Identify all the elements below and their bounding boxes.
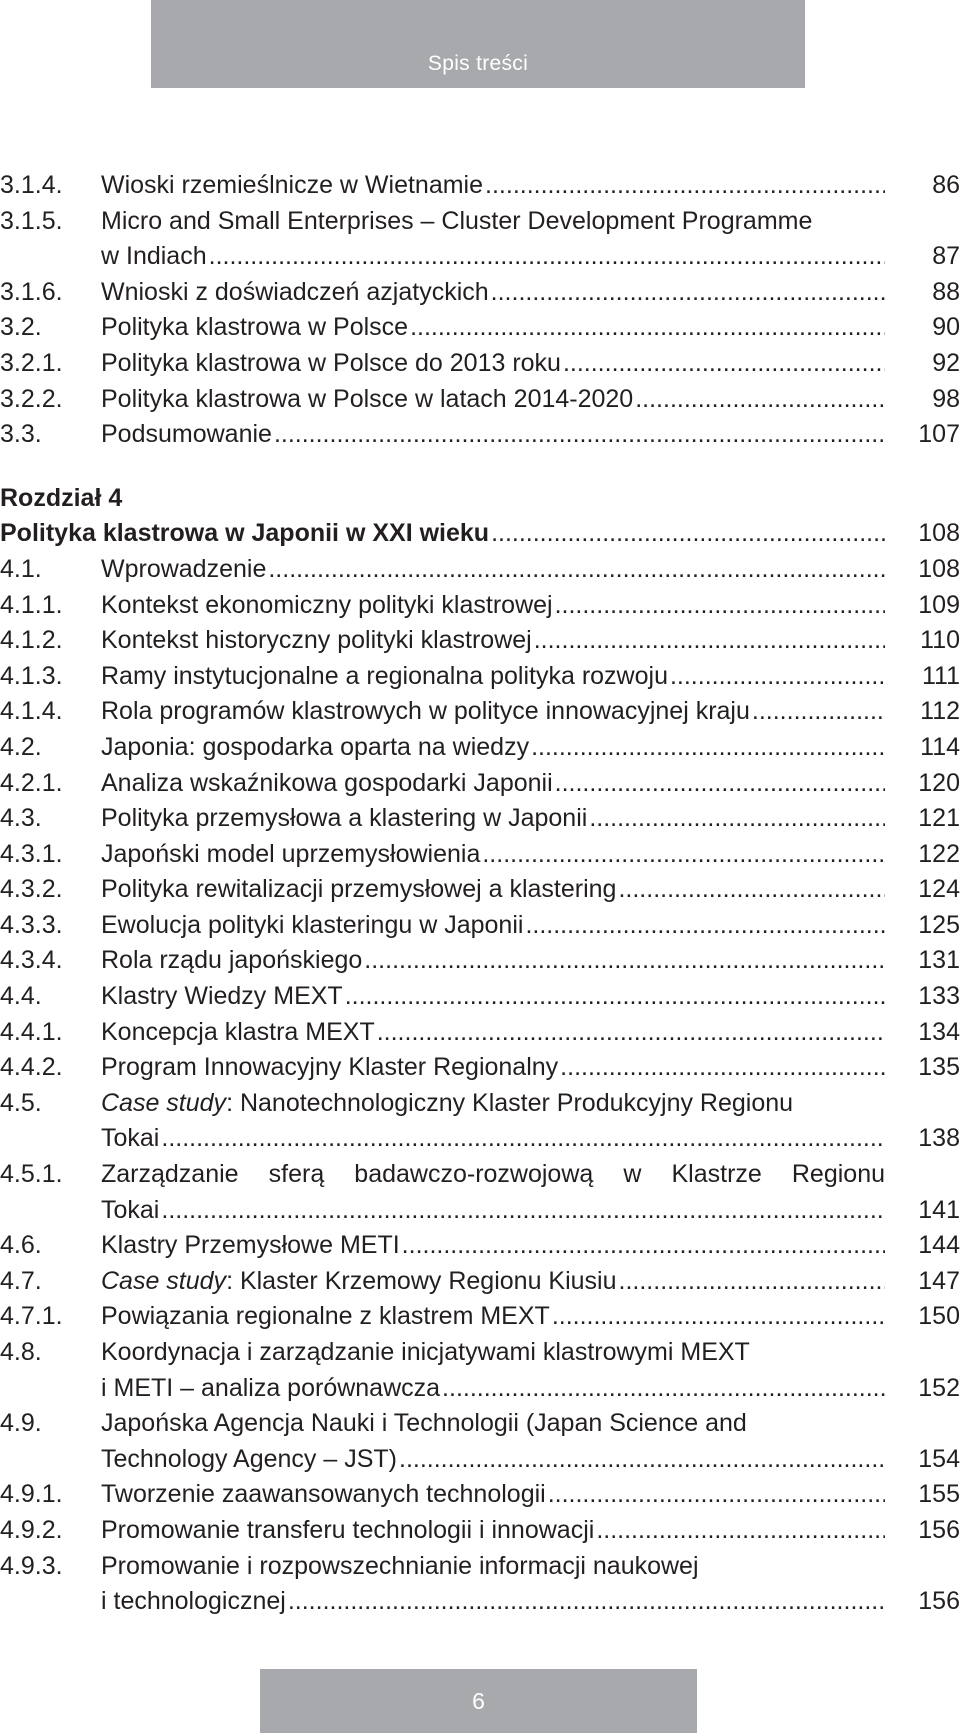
leader-dots xyxy=(560,1050,885,1086)
leader-dots xyxy=(482,837,885,873)
leader-dots xyxy=(635,382,885,418)
leader-dots xyxy=(619,1264,885,1300)
toc-entry-number: 4.1. xyxy=(0,554,42,583)
toc-entry-title: Ramy instytucjonalne a regionalna polityka rozwoju xyxy=(101,661,668,690)
toc-entry-number: 4.3. xyxy=(0,804,42,833)
toc-entry-title-line: Japońska Agencja Nauki i Technologii (Japan Science and xyxy=(101,1409,747,1438)
toc-entry xyxy=(0,1157,960,1228)
toc-entry-number: 3.2.2. xyxy=(0,384,63,413)
toc-entry-title-line: Promowanie i rozpowszechnianie informacji naukowej xyxy=(101,1551,699,1580)
leader-dots xyxy=(752,694,885,730)
toc-entry-number: 4.9.2. xyxy=(0,1515,63,1544)
toc-entry-number: 3.2.1. xyxy=(0,348,63,377)
leader-dots xyxy=(161,1121,885,1157)
toc-entry-title: w Indiach xyxy=(101,242,207,271)
toc-entry-page: 152 xyxy=(918,1373,960,1402)
toc-entry xyxy=(0,168,960,204)
toc-entry xyxy=(0,1406,960,1477)
toc-entry xyxy=(0,872,960,908)
header-bar xyxy=(151,0,805,88)
table-of-contents xyxy=(0,168,960,1620)
toc-entry-page: 107 xyxy=(918,420,960,449)
toc-entry-number: 4.5.1. xyxy=(0,1160,63,1189)
toc-entry-title: Kontekst ekonomiczny polityki klastrowej xyxy=(101,590,553,619)
toc-entry-page: 131 xyxy=(918,946,960,975)
toc-entry-page: 150 xyxy=(918,1302,960,1331)
leader-dots xyxy=(531,730,885,766)
toc-entry-title-line: Koordynacja i zarządzanie inicjatywami klastrowymi MEXT xyxy=(101,1338,750,1366)
leader-dots xyxy=(442,1371,885,1407)
toc-entry-number: 4.1.2. xyxy=(0,626,63,655)
toc-entry xyxy=(0,766,960,802)
toc-entry xyxy=(0,694,960,730)
toc-entry-number: 4.9. xyxy=(0,1409,42,1438)
leader-dots xyxy=(534,623,885,659)
toc-entry-number: 4.6. xyxy=(0,1231,42,1260)
toc-entry-title: Koncepcja klastra MEXT xyxy=(101,1017,375,1046)
toc-entry-number: 4.3.2. xyxy=(0,875,63,904)
toc-entry-title: Kontekst historyczny polityki klastrowej xyxy=(101,626,532,655)
toc-entry xyxy=(0,588,960,624)
toc-entry-number: 4.9.1. xyxy=(0,1480,63,1509)
toc-entry-number: 4.1.3. xyxy=(0,661,63,690)
toc-entry-page: 88 xyxy=(932,277,960,306)
toc-entry-page: 155 xyxy=(918,1480,960,1509)
toc-entry-title: Wioski rzemieślnicze w Wietnamie xyxy=(101,171,484,199)
toc-entry-title: Podsumowanie xyxy=(101,420,272,449)
leader-dots xyxy=(209,239,885,275)
toc-entry-number: 4.3.1. xyxy=(0,839,63,868)
toc-entry-title: Wprowadzenie xyxy=(101,554,267,583)
toc-entry-page: 122 xyxy=(918,839,960,868)
leader-dots xyxy=(555,766,885,802)
leader-dots xyxy=(491,516,885,552)
toc-entry-number: 4.9.3. xyxy=(0,1551,63,1580)
toc-entry-number: 3.1.5. xyxy=(0,206,63,235)
toc-entry-title: Rola rządu japońskiego xyxy=(101,946,363,975)
toc-entry xyxy=(0,552,960,588)
toc-entry-number: 4.8. xyxy=(0,1338,42,1366)
toc-entry xyxy=(0,1513,960,1549)
toc-entry-number: 4.2. xyxy=(0,732,42,761)
toc-entry xyxy=(0,346,960,382)
toc-entry xyxy=(0,1050,960,1086)
toc-entry-page: 133 xyxy=(918,982,960,1011)
toc-entry-number: 4.3.3. xyxy=(0,910,63,939)
toc-entry xyxy=(0,623,960,659)
toc-entry-number: 4.1.4. xyxy=(0,697,63,726)
toc-entry xyxy=(0,275,960,311)
toc-entry-number: 3.1.4. xyxy=(0,171,63,199)
leader-dots xyxy=(345,979,885,1015)
case-study-label: Case study xyxy=(101,1088,227,1117)
leader-dots xyxy=(589,801,885,837)
leader-dots xyxy=(288,1584,885,1620)
toc-entry-page: 134 xyxy=(918,1017,960,1046)
toc-entry-page: 108 xyxy=(918,554,960,583)
leader-dots xyxy=(377,1015,885,1051)
toc-entry-title: i technologicznej xyxy=(101,1587,286,1616)
toc-entry-number: 4.2.1. xyxy=(0,768,63,797)
toc-entry-title: Promowanie transferu technologii i innowacji xyxy=(101,1515,595,1544)
chapter-title-entry xyxy=(0,516,960,552)
toc-entry-number: 3.3. xyxy=(0,420,42,449)
toc-entry-page: 110 xyxy=(920,626,960,655)
toc-entry-page: 135 xyxy=(918,1053,960,1082)
toc-entry-number: 4.5. xyxy=(0,1088,42,1117)
toc-entry-page: 112 xyxy=(920,697,960,726)
toc-entry xyxy=(0,837,960,873)
leader-dots xyxy=(596,1513,885,1549)
toc-entry xyxy=(0,979,960,1015)
leader-dots xyxy=(364,943,885,979)
toc-entry-page: 156 xyxy=(918,1587,960,1616)
toc-entry-page: 87 xyxy=(932,242,960,271)
leader-dots xyxy=(552,1299,885,1335)
leader-dots xyxy=(399,1442,885,1478)
leader-dots xyxy=(268,552,885,588)
toc-entry-number: 4.4.2. xyxy=(0,1053,63,1082)
toc-entry-title: Polityka klastrowa w Polsce do 2013 roku xyxy=(101,348,561,377)
toc-entry-page: 156 xyxy=(918,1515,960,1544)
leader-dots xyxy=(491,275,885,311)
toc-entry xyxy=(0,204,960,275)
toc-entry-title: Analiza wskaźnikowa gospodarki Japonii xyxy=(101,768,553,797)
leader-dots xyxy=(402,1228,885,1264)
toc-entry xyxy=(0,417,960,453)
leader-dots xyxy=(525,908,885,944)
toc-entry-title: Japonia: gospodarka oparta na wiedzy xyxy=(101,732,530,761)
toc-entry-page: 92 xyxy=(932,348,960,377)
toc-entry xyxy=(0,1299,960,1335)
toc-entry xyxy=(0,1477,960,1513)
chapter-label: Rozdział 4 xyxy=(0,483,123,512)
case-study-label: Case study xyxy=(101,1266,227,1295)
toc-entry-title: Tokai xyxy=(101,1124,160,1153)
toc-entry-title: Japoński model uprzemysłowienia xyxy=(101,839,481,868)
toc-entry-title: Polityka klastrowa w Polsce xyxy=(101,313,409,342)
toc-entry-title: Polityka klastrowa w Polsce w latach 2014-2020 xyxy=(101,384,634,413)
toc-entry xyxy=(0,1228,960,1264)
chapter-title: Polityka klastrowa w Japonii w XXI wieku xyxy=(0,519,490,548)
toc-entry-page: 147 xyxy=(918,1266,960,1295)
toc-entry-number: 4.4.1. xyxy=(0,1017,63,1046)
toc-entry xyxy=(0,659,960,695)
toc-entry-title: Polityka przemysłowa a klastering w Japonii xyxy=(101,804,588,833)
toc-entry-page: 111 xyxy=(921,661,960,690)
toc-entry-page: 98 xyxy=(932,384,960,413)
toc-entry xyxy=(0,908,960,944)
page-number: 6 xyxy=(472,1687,485,1714)
toc-entry xyxy=(0,1086,960,1157)
toc-entry-page: 120 xyxy=(918,768,960,797)
footer-bar xyxy=(260,1669,697,1733)
toc-entry-page: 154 xyxy=(918,1444,960,1473)
toc-entry-title: Technology Agency – JST) xyxy=(101,1444,397,1473)
toc-entry xyxy=(0,730,960,766)
toc-entry-page: 138 xyxy=(918,1124,960,1153)
toc-entry-title: Case study: Klaster Krzemowy Regionu Kiusiu xyxy=(101,1266,617,1295)
toc-entry-page: 114 xyxy=(920,732,960,761)
toc-entry xyxy=(0,310,960,346)
toc-entry-page: 124 xyxy=(918,875,960,904)
leader-dots xyxy=(618,872,885,908)
toc-entry-number: 4.3.4. xyxy=(0,946,63,975)
toc-entry-page: 90 xyxy=(932,313,960,342)
toc-entry-page: 86 xyxy=(932,171,960,199)
toc-entry-title: Ewolucja polityki klasteringu w Japonii xyxy=(101,910,524,939)
toc-entry-number: 4.4. xyxy=(0,982,42,1011)
toc-entry-number: 4.7. xyxy=(0,1266,42,1295)
toc-entry-page: 109 xyxy=(918,590,960,619)
toc-entry-title: Wnioski z doświadczeń azjatyckich xyxy=(101,277,489,306)
leader-dots xyxy=(274,417,885,453)
leader-dots xyxy=(563,346,885,382)
toc-entry-title-line: Zarządzanie sferą badawczo-rozwojową w Klastrze Regionu xyxy=(101,1160,885,1189)
toc-entry xyxy=(0,1264,960,1300)
toc-entry-title: Program Innowacyjny Klaster Regionalny xyxy=(101,1053,559,1082)
toc-entry-title: i METI – analiza porównawcza xyxy=(101,1373,441,1402)
leader-dots xyxy=(670,659,885,695)
toc-entry xyxy=(0,382,960,418)
toc-entry-title: Polityka rewitalizacji przemysłowej a klastering xyxy=(101,875,617,904)
chapter-page: 108 xyxy=(918,519,960,548)
header-title: Spis treści xyxy=(427,52,529,75)
toc-entry xyxy=(0,801,960,837)
toc-entry-number: 4.7.1. xyxy=(0,1302,63,1331)
leader-dots xyxy=(410,310,885,346)
toc-entry-title-line: Micro and Small Enterprises – Cluster Development Programme xyxy=(101,206,813,235)
toc-entry-number: 3.2. xyxy=(0,313,42,342)
toc-entry xyxy=(0,943,960,979)
toc-entry-title: Rola programów klastrowych w polityce innowacyjnej kraju xyxy=(101,697,750,726)
toc-entry xyxy=(0,1549,960,1620)
toc-entry-title-line: Case study: Nanotechnologiczny Klaster Produkcyjny Regionu xyxy=(101,1088,794,1117)
leader-dots xyxy=(485,168,885,204)
toc-entry-page: 121 xyxy=(918,804,960,833)
toc-entry-number: 4.1.1. xyxy=(0,590,63,619)
toc-entry-title: Klastry Wiedzy MEXT xyxy=(101,982,343,1011)
leader-dots xyxy=(548,1477,885,1513)
toc-entry xyxy=(0,1335,960,1406)
leader-dots xyxy=(555,588,885,624)
toc-entry-title: Klastry Przemysłowe METI xyxy=(101,1231,400,1260)
toc-entry-title: Powiązania regionalne z klastrem MEXT xyxy=(101,1302,550,1331)
toc-entry-number: 3.1.6. xyxy=(0,277,63,306)
toc-entry xyxy=(0,1015,960,1051)
toc-entry-title: Tokai xyxy=(101,1195,160,1224)
toc-entry-page: 144 xyxy=(918,1231,960,1260)
toc-entry-title: Tworzenie zaawansowanych technologii xyxy=(101,1480,546,1509)
toc-entry-page: 141 xyxy=(918,1195,960,1224)
toc-entry-page: 125 xyxy=(918,910,960,939)
leader-dots xyxy=(161,1193,885,1229)
